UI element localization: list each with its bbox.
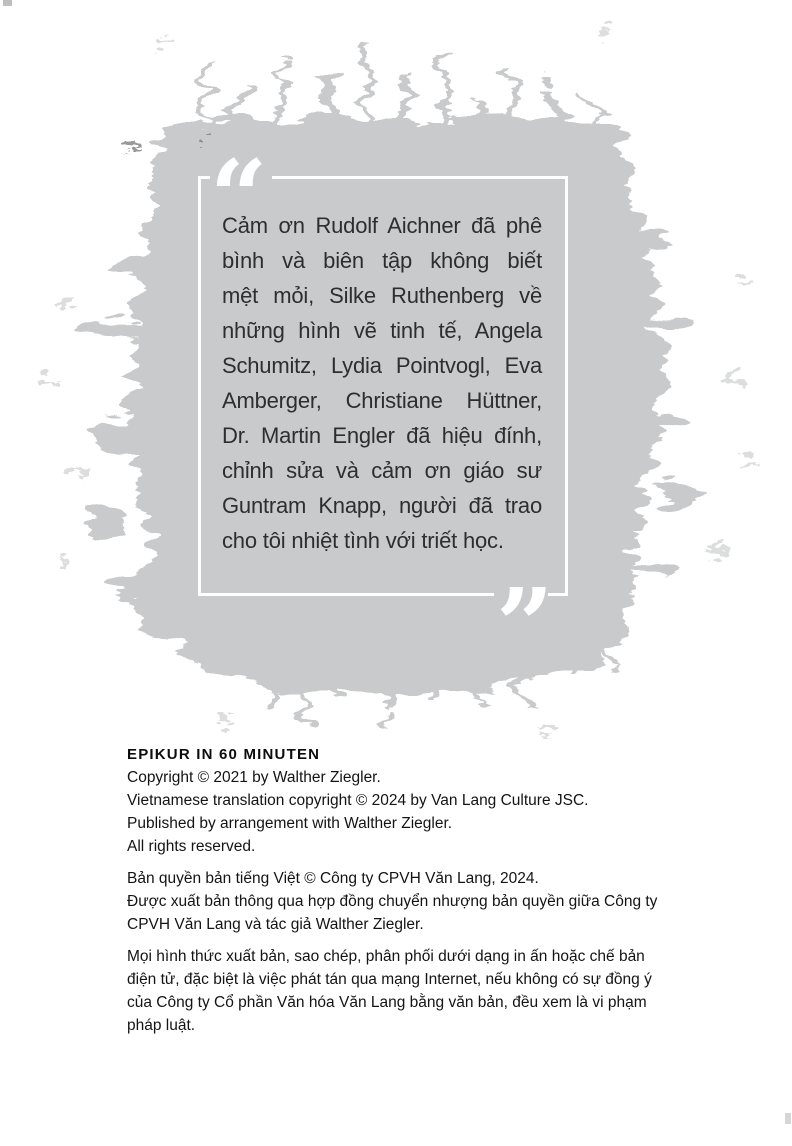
rights-line: CPVH Văn Lang và tác giả Walther Ziegler. xyxy=(127,916,424,933)
quote-line: Cảm ơn Rudolf Aichner đã phê xyxy=(222,213,542,238)
colophon-english-block xyxy=(127,743,717,858)
english-copyright-lines xyxy=(127,766,717,858)
legal-line: pháp luật. xyxy=(127,1017,196,1034)
rights-line: Được xuất bản thông qua hợp đồng chuyển nhượng bản quyền giữa Công ty xyxy=(127,893,658,910)
close-quote-icon: ” xyxy=(496,566,554,684)
legal-line: điện tử, đặc biệt là việc phát tán qua mạng Internet, nếu không có sự đồng ý xyxy=(127,971,652,988)
quote-line: những hình vẽ tinh tế, Angela xyxy=(222,318,542,343)
copyright-line: Vietnamese translation copyright © 2024 by Van Lang Culture JSC. xyxy=(127,792,589,809)
book-title: EPIKUR IN 60 MINUTEN xyxy=(127,746,321,763)
copyright-line: All rights reserved. xyxy=(127,838,256,855)
scan-speck xyxy=(785,1113,791,1124)
legal-line: Mọi hình thức xuất bản, sao chép, phân phối dưới dạng in ấn hoặc chế bản xyxy=(127,948,645,965)
quote-line: Dr. Martin Engler đã hiệu đính, xyxy=(222,423,542,448)
acknowledgment-quote xyxy=(222,208,542,558)
copyright-line: Copyright © 2021 by Walther Ziegler. xyxy=(127,769,381,786)
quote-line: cho tôi nhiệt tình với triết học. xyxy=(222,528,504,553)
colophon xyxy=(127,743,717,1037)
quote-line: Amberger, Christiane Hüttner, xyxy=(222,388,542,413)
legal-line: của Công ty Cổ phần Văn hóa Văn Lang bằng văn bản, đều xem là vi phạm xyxy=(127,994,647,1011)
colophon-legal-notice-block xyxy=(127,945,717,1037)
quote-line: Schumitz, Lydia Pointvogl, Eva xyxy=(222,353,542,378)
rights-line: Bản quyền bản tiếng Việt © Công ty CPVH Văn Lang, 2024. xyxy=(127,870,539,887)
quote-line: chỉnh sửa và cảm ơn giáo sư xyxy=(222,458,542,483)
quote-line: Guntram Knapp, người đã trao xyxy=(222,493,542,518)
open-quote-icon: “ xyxy=(210,138,268,256)
quote-line: bình và biên tập không biết xyxy=(222,248,542,273)
scan-speck xyxy=(3,0,12,6)
copyright-line: Published by arrangement with Walther Ziegler. xyxy=(127,815,453,832)
quote-line: mệt mỏi, Silke Ruthenberg về xyxy=(222,283,542,308)
colophon-vietnamese-rights-block xyxy=(127,867,717,936)
